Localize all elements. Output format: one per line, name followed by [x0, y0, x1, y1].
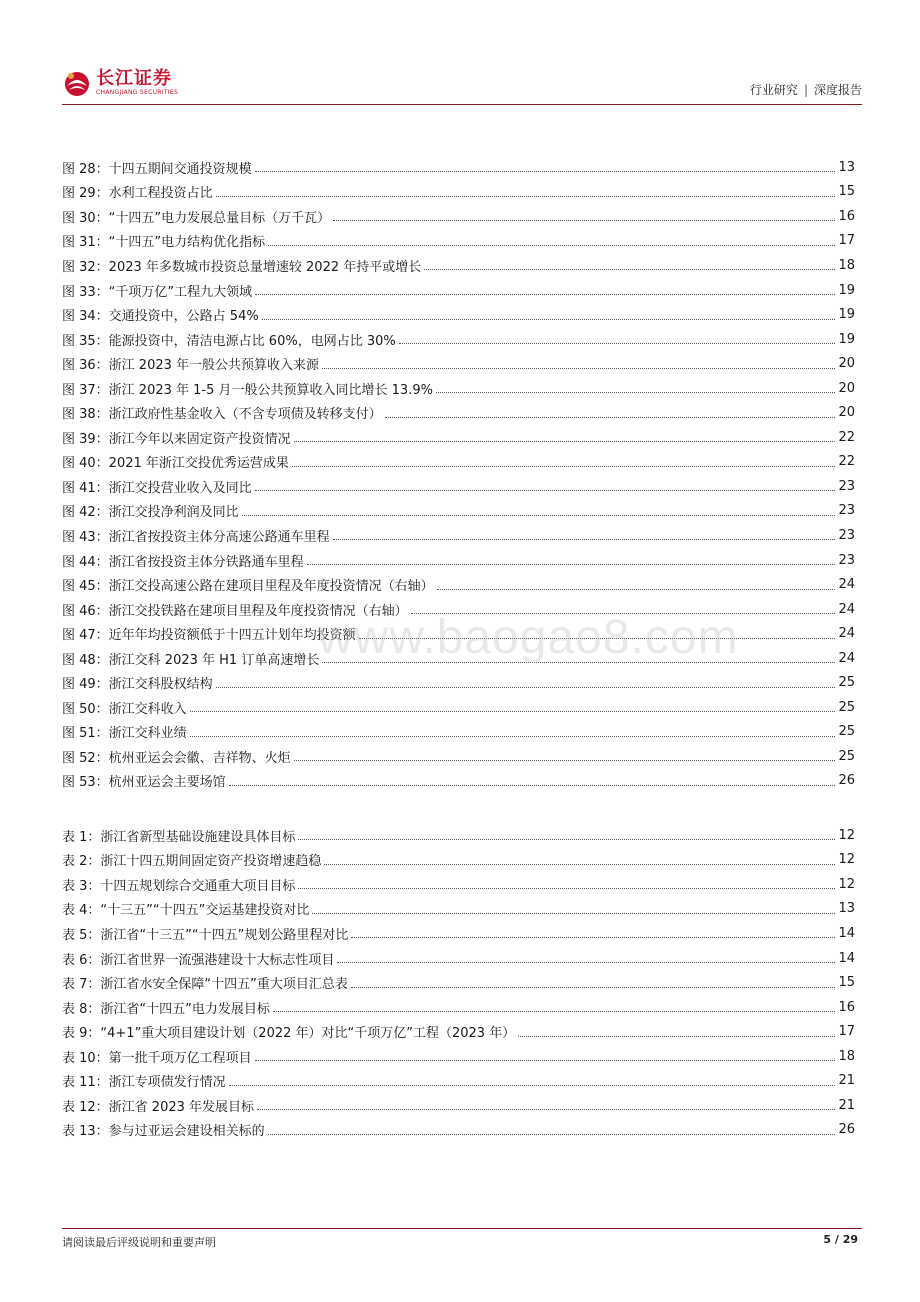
toc-entry-title[interactable]: 表 8：浙江省“十四五”电力发展目标 [62, 1001, 270, 1017]
toc-entry-title[interactable]: 表 1：浙江省新型基础设施建设具体目标 [62, 829, 296, 845]
toc-entry-title[interactable]: 表 13：参与过亚运会建设相关标的 [62, 1124, 265, 1140]
toc-entry-page[interactable]: 14 [838, 925, 855, 941]
toc-entry[interactable] [62, 572, 855, 597]
toc-entry-title[interactable]: 图 46：浙江交投铁路在建项目里程及年度投资情况（右轴） [62, 603, 408, 619]
toc-entry-title[interactable]: 图 45：浙江交投高速公路在建项目里程及年度投资情况（右轴） [62, 579, 434, 595]
toc-entry[interactable] [62, 302, 855, 327]
toc-entry-title[interactable]: 表 5：浙江省“十三五”“十四五”规划公路里程对比 [62, 927, 349, 943]
toc-dot-leader [216, 686, 836, 688]
toc-dot-leader [333, 219, 835, 221]
toc-entry-page[interactable]: 20 [838, 405, 855, 421]
header-separator: | [803, 83, 808, 97]
toc-dot-leader [255, 1059, 836, 1061]
toc-entry-page[interactable]: 15 [838, 184, 855, 200]
toc-entry-title[interactable]: 图 52：杭州亚运会会徽、吉祥物、火炬 [62, 750, 291, 766]
toc-entry-title[interactable]: 图 51：浙江交科业绩 [62, 726, 187, 742]
logo-emblem-icon [62, 68, 92, 98]
table-list [62, 823, 855, 1142]
toc-entry[interactable] [62, 720, 855, 745]
toc-dot-leader [292, 465, 836, 467]
toc-entry-title[interactable]: 表 11：浙江专项债发行情况 [62, 1075, 226, 1091]
report-type-label: 深度报告 [813, 83, 862, 97]
toc-entry-title[interactable]: 图 48：浙江交科 2023 年 H1 订单高速增长 [62, 652, 320, 668]
toc-entry[interactable] [62, 1118, 855, 1143]
toc-entry-title[interactable]: 图 53：杭州亚运会主要场馆 [62, 775, 226, 791]
toc-entry[interactable] [62, 499, 855, 524]
toc-entry-page[interactable]: 23 [838, 478, 855, 494]
toc-entry-title[interactable]: 图 50：浙江交科收入 [62, 701, 187, 717]
toc-entry-page[interactable]: 19 [838, 282, 855, 298]
toc-entry[interactable] [62, 872, 855, 897]
toc-dot-leader [399, 342, 836, 344]
toc-entry-page[interactable]: 19 [838, 331, 855, 347]
toc-entry[interactable] [62, 946, 855, 971]
toc-entry-title[interactable]: 图 38：浙江政府性基金收入（不含专项债及转移支付） [62, 407, 382, 423]
toc-dot-leader [322, 367, 835, 369]
toc-entry-title[interactable]: 图 32：2023 年多数城市投资总量增速较 2022 年持平或增长 [62, 259, 422, 275]
toc-entry[interactable] [62, 995, 855, 1020]
toc-entry-page[interactable]: 24 [838, 577, 855, 593]
toc-dot-leader [351, 936, 835, 938]
toc-entry-page[interactable]: 23 [838, 552, 855, 568]
toc-entry[interactable] [62, 204, 855, 229]
toc-dot-leader [294, 759, 836, 761]
toc-dot-leader [437, 588, 836, 590]
toc-entry-page[interactable]: 26 [838, 773, 855, 789]
toc-entry-page[interactable]: 23 [838, 527, 855, 543]
toc-entry[interactable] [62, 921, 855, 946]
toc-entry-title[interactable]: 图 44：浙江省按投资主体分铁路通车里程 [62, 554, 304, 570]
toc-entry-page[interactable]: 13 [838, 901, 855, 917]
toc-entry-title[interactable]: 图 29：水利工程投资占比 [62, 186, 213, 202]
toc-entry-page[interactable]: 12 [838, 852, 855, 868]
header-divider [62, 104, 862, 105]
toc-entry[interactable] [62, 425, 855, 450]
toc-entry[interactable] [62, 1044, 855, 1069]
toc-dot-leader [229, 1084, 836, 1086]
toc-entry-title[interactable]: 表 3：十四五规划综合交通重大项目目标 [62, 878, 296, 894]
logo-chinese-name: 长江证券 [96, 68, 172, 89]
toc-entry[interactable] [62, 646, 855, 671]
toc-dot-leader [298, 887, 835, 889]
toc-entry-page[interactable]: 25 [838, 748, 855, 764]
toc-entry-page[interactable]: 12 [838, 876, 855, 892]
toc-entry-title[interactable]: 图 36：浙江 2023 年一般公共预算收入来源 [62, 358, 320, 374]
toc-entry-page[interactable]: 25 [838, 675, 855, 691]
toc-entry-title[interactable]: 图 31：“十四五”电力结构优化指标 [62, 235, 266, 251]
toc-entry-title[interactable]: 表 10：第一批千项万亿工程项目 [62, 1050, 252, 1066]
toc-entry[interactable] [62, 848, 855, 873]
toc-entry-page[interactable]: 22 [838, 454, 855, 470]
toc-dot-leader [268, 1133, 836, 1135]
toc-entry-page[interactable]: 20 [838, 380, 855, 396]
toc-dot-leader [190, 735, 836, 737]
toc-entry-page[interactable]: 14 [838, 950, 855, 966]
toc-entry[interactable] [62, 744, 855, 769]
toc-entry-page[interactable]: 15 [838, 975, 855, 991]
toc-dot-leader [273, 1010, 836, 1012]
toc-entry[interactable] [62, 823, 855, 848]
logo-english-name: CHANGJIANG SECURITIES [96, 89, 179, 96]
toc-entry[interactable] [62, 400, 855, 425]
toc-entry-page[interactable]: 19 [838, 307, 855, 323]
watermark: www.baogao8.com [318, 611, 739, 664]
toc-entry-page[interactable]: 13 [838, 159, 855, 175]
toc-entry[interactable] [62, 278, 855, 303]
figure-list [62, 155, 855, 793]
toc-entry-page[interactable]: 21 [838, 1097, 855, 1113]
toc-dot-leader [333, 538, 836, 540]
toc-entry[interactable] [62, 253, 855, 278]
toc-dot-leader [322, 661, 835, 663]
toc-entry-page[interactable]: 22 [838, 429, 855, 445]
toc-dot-leader [307, 563, 836, 565]
toc-dot-leader [312, 912, 835, 914]
toc-dot-leader [255, 489, 836, 491]
category-label: 行业研究 [749, 83, 798, 97]
toc-entry[interactable] [62, 1068, 855, 1093]
toc-entry[interactable] [62, 450, 855, 475]
toc-dot-leader [359, 637, 836, 639]
toc-entry[interactable] [62, 180, 855, 205]
toc-entry[interactable] [62, 474, 855, 499]
toc-entry[interactable] [62, 1019, 855, 1044]
toc-entry-title[interactable]: 图 35：能源投资中，清洁电源占比 60%，电网占比 30% [62, 333, 396, 349]
toc-entry-title[interactable]: 图 42：浙江交投净利润及同比 [62, 505, 239, 521]
toc-entry-title[interactable]: 图 39：浙江今年以来固定资产投资情况 [62, 431, 291, 447]
toc-dot-leader [229, 784, 836, 786]
toc-dot-leader [255, 293, 835, 295]
toc-entry-title[interactable]: 图 49：浙江交科股权结构 [62, 677, 213, 693]
toc-dot-leader [216, 195, 836, 197]
toc-entry-page[interactable]: 25 [838, 699, 855, 715]
toc-entry-title[interactable]: 表 12：浙江省 2023 年发展目标 [62, 1099, 255, 1115]
toc-entry-title[interactable]: 图 47：近年年均投资额低于十四五计划年均投资额 [62, 628, 356, 644]
toc-entry-page[interactable]: 17 [838, 233, 855, 249]
toc-entry-page[interactable]: 24 [838, 626, 855, 642]
toc-dot-leader [337, 961, 835, 963]
toc-entry-page[interactable]: 18 [838, 257, 855, 273]
toc-dot-leader [298, 838, 835, 840]
company-logo [62, 64, 178, 102]
toc-entry[interactable] [62, 970, 855, 995]
toc-entry-page[interactable]: 25 [838, 724, 855, 740]
toc-entry[interactable] [62, 670, 855, 695]
toc-entry-title[interactable]: 图 43：浙江省按投资主体分高速公路通车里程 [62, 529, 330, 545]
toc-entry-title[interactable]: 图 40：2021 年浙江交投优秀运营成果 [62, 456, 289, 472]
report-category [750, 81, 862, 98]
toc-dot-leader [424, 268, 835, 270]
toc-dot-leader [411, 612, 836, 614]
toc-dot-leader [257, 1108, 835, 1110]
toc-entry-page[interactable]: 23 [838, 503, 855, 519]
toc-dot-leader [255, 170, 836, 172]
toc-entry-page[interactable]: 24 [838, 601, 855, 617]
toc-entry-title[interactable]: 图 33：“千项万亿”工程九大领域 [62, 284, 253, 300]
toc-entry[interactable] [62, 351, 855, 376]
toc-entry-title[interactable]: 表 4：“十三五”“十四五”交运基建投资对比 [62, 903, 310, 919]
toc-dot-leader [324, 863, 835, 865]
toc-entry[interactable] [62, 1093, 855, 1118]
page-header [62, 64, 862, 106]
toc-entry-page[interactable]: 18 [838, 1048, 855, 1064]
toc-entry-page[interactable]: 26 [838, 1122, 855, 1138]
toc-dot-leader [262, 318, 836, 320]
toc-entry-title[interactable]: 图 34：交通投资中，公路占 54% [62, 309, 259, 325]
toc-dot-leader [436, 391, 836, 393]
toc-entry[interactable] [62, 548, 855, 573]
toc-entry-page[interactable]: 12 [838, 827, 855, 843]
toc-entry-title[interactable]: 图 30：“十四五”电力发展总量目标（万千瓦） [62, 210, 331, 226]
toc-entry-page[interactable]: 24 [838, 650, 855, 666]
toc-dot-leader [190, 710, 836, 712]
toc-entry-page[interactable]: 17 [838, 1024, 855, 1040]
toc-entry-title[interactable]: 图 28：十四五期间交通投资规模 [62, 161, 252, 177]
toc-entry-title[interactable]: 图 37：浙江 2023 年 1-5 月一般公共预算收入同比增长 13.9% [62, 382, 433, 398]
toc-dot-leader [518, 1035, 835, 1037]
toc-entry[interactable] [62, 376, 855, 401]
toc-entry[interactable] [62, 769, 855, 794]
footer-disclaimer: 请阅读最后评级说明和重要声明 [62, 1236, 216, 1249]
toc-entry[interactable] [62, 897, 855, 922]
toc-entry[interactable] [62, 597, 855, 622]
page-number: 5 / 29 [823, 1233, 858, 1246]
toc-entry[interactable] [62, 523, 855, 548]
toc-dot-leader [268, 244, 835, 246]
toc-entry[interactable] [62, 695, 855, 720]
toc-entry-page[interactable]: 16 [838, 208, 855, 224]
toc-entry-title[interactable]: 表 2：浙江十四五期间固定资产投资增速趋稳 [62, 854, 322, 870]
toc-entry[interactable] [62, 229, 855, 254]
toc-entry[interactable] [62, 155, 855, 180]
toc-entry-title[interactable]: 图 41：浙江交投营业收入及同比 [62, 480, 252, 496]
toc-entry-title[interactable]: 表 6：浙江省世界一流强港建设十大标志性项目 [62, 952, 335, 968]
footer-divider [62, 1228, 862, 1229]
toc-entry[interactable] [62, 621, 855, 646]
toc-entry[interactable] [62, 327, 855, 352]
toc-entry-page[interactable]: 16 [838, 999, 855, 1015]
toc-dot-leader [351, 986, 836, 988]
toc-dot-leader [385, 416, 836, 418]
toc-entry-page[interactable]: 20 [838, 356, 855, 372]
toc-dot-leader [242, 514, 836, 516]
toc-entry-title[interactable]: 表 7：浙江省水安全保障“十四五”重大项目汇总表 [62, 977, 348, 993]
toc-dot-leader [294, 440, 836, 442]
toc-entry-page[interactable]: 21 [838, 1073, 855, 1089]
toc-entry-title[interactable]: 表 9：“4+1”重大项目建设计划（2022 年）对比“千项万亿”工程（2023 年） [62, 1026, 516, 1042]
